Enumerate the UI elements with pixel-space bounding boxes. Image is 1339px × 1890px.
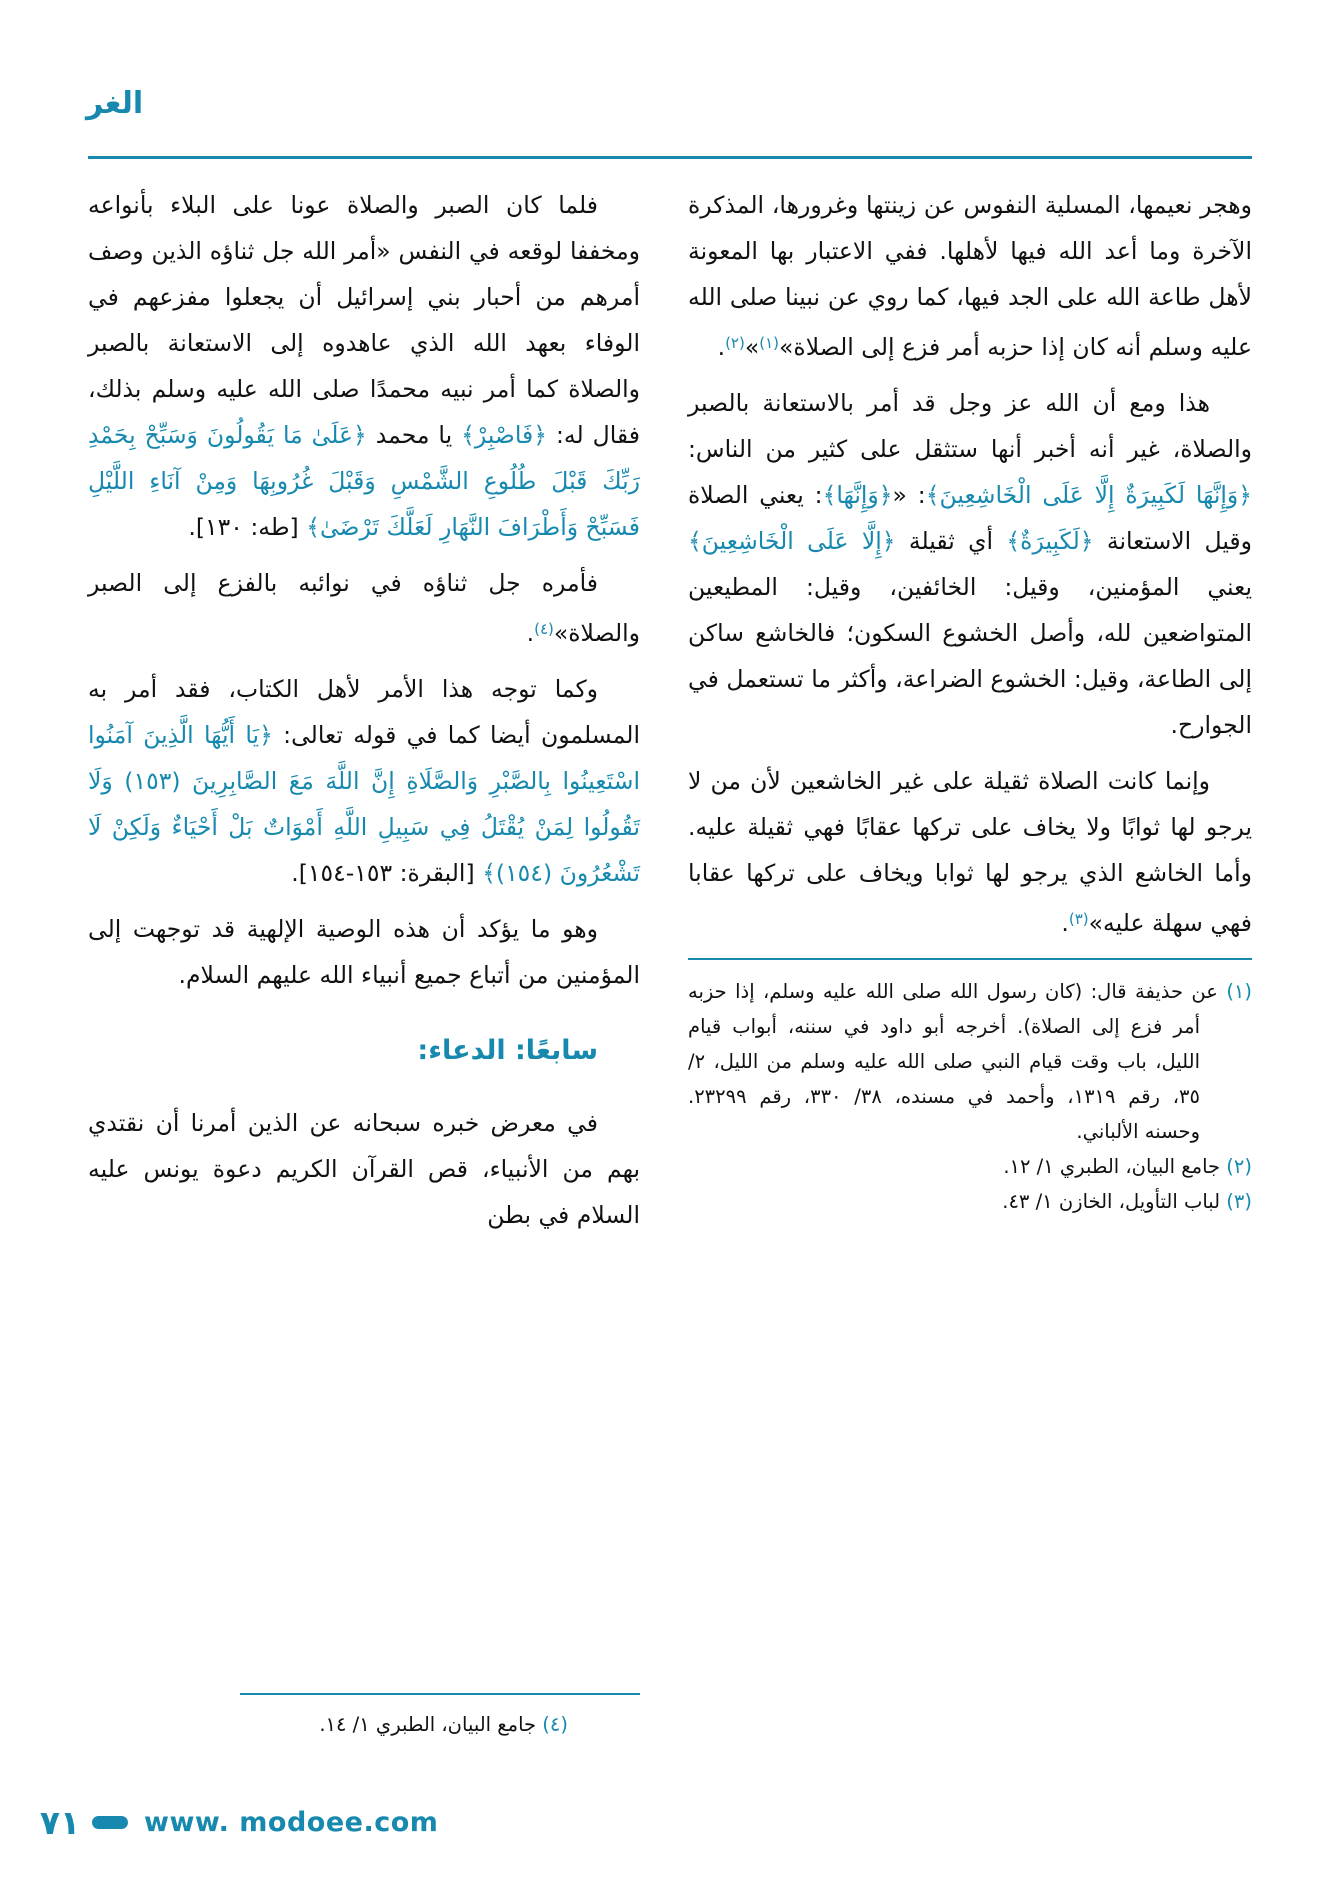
page-number: ٧١ [39,1803,81,1842]
paragraph-text: . [1061,909,1069,937]
footnote-separator [240,1693,640,1695]
paragraph-text: . [526,619,535,647]
column-left [88,182,640,1742]
paragraph-text: وهو ما يؤكد أن هذه الوصية الإلهية قد توجهت إلى المؤمنين من أتباع جميع أنبياء الله عليهم السلام. [88,915,640,989]
footnote-marker: (٣) [1068,910,1089,928]
column-right [688,182,1252,1219]
paragraph-text: : « [892,481,926,509]
quran-verse: ﴿وَإِنَّهَا لَكَبِيرَةٌ إِلَّا عَلَى الْخَاشِعِينَ﴾ [925,481,1253,509]
section-heading: سابعًا: الدعاء: [417,1035,598,1066]
footnotes-section [688,974,1252,1219]
footnote-marker: (٤) [534,620,554,638]
footnote-number: (٣) [1226,1190,1252,1213]
quran-verse: ﴿إِلَّا عَلَى الْخَاشِعِينَ﴾ [688,527,896,555]
footer-ornament [92,1816,128,1829]
footnote-number: (٢) [1226,1155,1252,1178]
footnote-marker: (١) [759,334,780,352]
paragraph-text: فلما كان الصبر والصلاة عونا على البلاء بأنواعه ومخففا لوقعه في النفس «أمر الله جل ثناؤه الذين وصف أمرهم من أحبار بني إسرائيل أن يجعلوا مفزعهم في الوفاء بعهد الله الذي عاهدوه إلى الاستعانة بالصبر والصلاة كما أمر نبيه محمدًا صلى الله عليه وسلم بذلك، فقال له: [88,191,640,449]
quran-verse: ﴿عَلَىٰ مَا يَقُولُونَ وَسَبِّحْ بِحَمْدِ رَبِّكَ قَبْلَ طُلُوعِ الشَّمْسِ وَقَبْلَ غُرُوبِهَا وَمِنْ آنَاءِ اللَّيْلِ فَسَبِّحْ وَأَطْرَافَ النَّهَارِ لَعَلَّكَ تَرْضَىٰ﴾ [88,421,640,541]
footnotes-section [88,1693,640,1742]
footnote-text: عن حذيفة قال: (كان رسول الله صلى الله عليه وسلم، إذا حزبه أمر فزع إلى الصلاة). أخرجه أبو داود في سننه، أبواب قيام الليل، باب وقت قيام النبي صلى الله عليه وسلم من الليل، ٢/ ٣٥، رقم ١٣١٩، وأحمد في مسنده، ٣٨/ ٣٣٠، رقم ٢٣٢٩٩. وحسنه الألباني. [688,980,1218,1143]
paragraph-text: . [717,333,726,361]
footnote-text: جامع البيان، الطبري ١/ ١٢. [1003,1155,1221,1178]
footnote-item [688,1149,1252,1184]
footnote-number: (١) [1226,980,1253,1003]
footnote-text: لباب التأويل، الخازن ١/ ٤٣. [1002,1190,1221,1213]
page-header-title: الغر [86,86,144,121]
paragraph-text: » [744,333,760,361]
paragraph [88,666,640,896]
paragraph-text: فأمره جل ثناؤه في نوائبه بالفزع إلى الصبر والصلاة» [88,569,640,647]
paragraph-text: يا محمد [366,421,462,449]
paragraph-text: وهجر نعيمها، المسلية النفوس عن زينتها وغرورها، المذكرة الآخرة وما أعد الله فيها لأهلها. ففي الاعتبار بها المعونة لأهل طاعة الله على الجد فيها، كما روي عن نبينا صلى الله عليه وسلم أنه كان إذا حزبه أمر فزع إلى الصلاة» [688,191,1252,361]
paragraph-text: في معرض خبره سبحانه عن الذين أمرنا أن نقتدي بهم من الأنبياء، قص القرآن الكريم دعوة يونس عليه السلام في بطن [88,1109,640,1229]
footnote-item [688,1184,1252,1219]
paragraph [88,182,640,550]
paragraph [688,380,1252,748]
footnote-separator [688,958,1252,960]
paragraph-text: يعني المؤمنين، وقيل: الخائفين، وقيل: المطيعين المتواضعين لله، وأصل الخشوع السكون؛ فالخاشع ساكن إلى الطاعة، وقيل: الخشوع الضراعة، وأكثر ما تستعمل في الجوارح. [688,573,1252,739]
quran-verse: ﴿لَكَبِيرَةٌ﴾ [1006,527,1094,555]
footnote-item [88,1707,640,1742]
header-divider [88,156,1252,159]
paragraph-text: أي ثقيلة [895,527,1007,555]
quran-verse: ﴿فَاصْبِرْ﴾ [461,421,548,449]
paragraph-text: وكما توجه هذا الأمر لأهل الكتاب، فقد أمر به المسلمون أيضا كما في قوله تعالى: [88,675,640,749]
quran-verse: ﴿يَا أَيُّهَا الَّذِينَ آمَنُوا اسْتَعِينُوا بِالصَّبْرِ وَالصَّلَاةِ إِنَّ اللَّهَ مَعَ الصَّابِرِينَ (١٥٣) وَلَا تَقُولُوا لِمَنْ يُقْتَلُ فِي سَبِيلِ اللَّهِ أَمْوَاتٌ بَلْ أَحْيَاءٌ وَلَكِنْ لَا تَشْعُرُونَ (١٥٤)﴾ [88,721,640,887]
paragraph [688,182,1252,370]
paragraph-text: : يعني الصلاة وقيل الاستعانة [688,481,1253,555]
footnote-text: جامع البيان، الطبري ١/ ١٤. [319,1713,537,1736]
paragraph [88,560,640,656]
paragraph [688,758,1252,946]
paragraph [88,1100,640,1238]
footnote-item [688,974,1252,1149]
verse-reference: [طه: ١٣٠]. [188,513,307,541]
footnote-marker: (٢) [725,334,745,352]
verse-reference: [البقرة: ١٥٣-١٥٤]. [291,859,483,887]
website-link[interactable]: www. modoee.com [144,1807,439,1838]
paragraph [88,906,640,998]
paragraph-text: وإنما كانت الصلاة ثقيلة على غير الخاشعين لأن من لا يرجو لها ثوابًا ولا يخاف على تركها عقابًا فهي ثقيلة عليه. وأما الخاشع الذي يرجو لها ثوابا ويخاف على تركها عقابا فهي سهلة عليه» [688,767,1252,937]
quran-verse: ﴿وَإِنَّهَا﴾ [822,481,893,509]
footnote-number: (٤) [542,1713,568,1736]
page-footer [0,1803,438,1842]
paragraph-text: هذا ومع أن الله عز وجل قد أمر بالاستعانة بالصبر والصلاة، غير أنه أخبر أنها ستثقل على كثير من الناس: [688,389,1252,463]
